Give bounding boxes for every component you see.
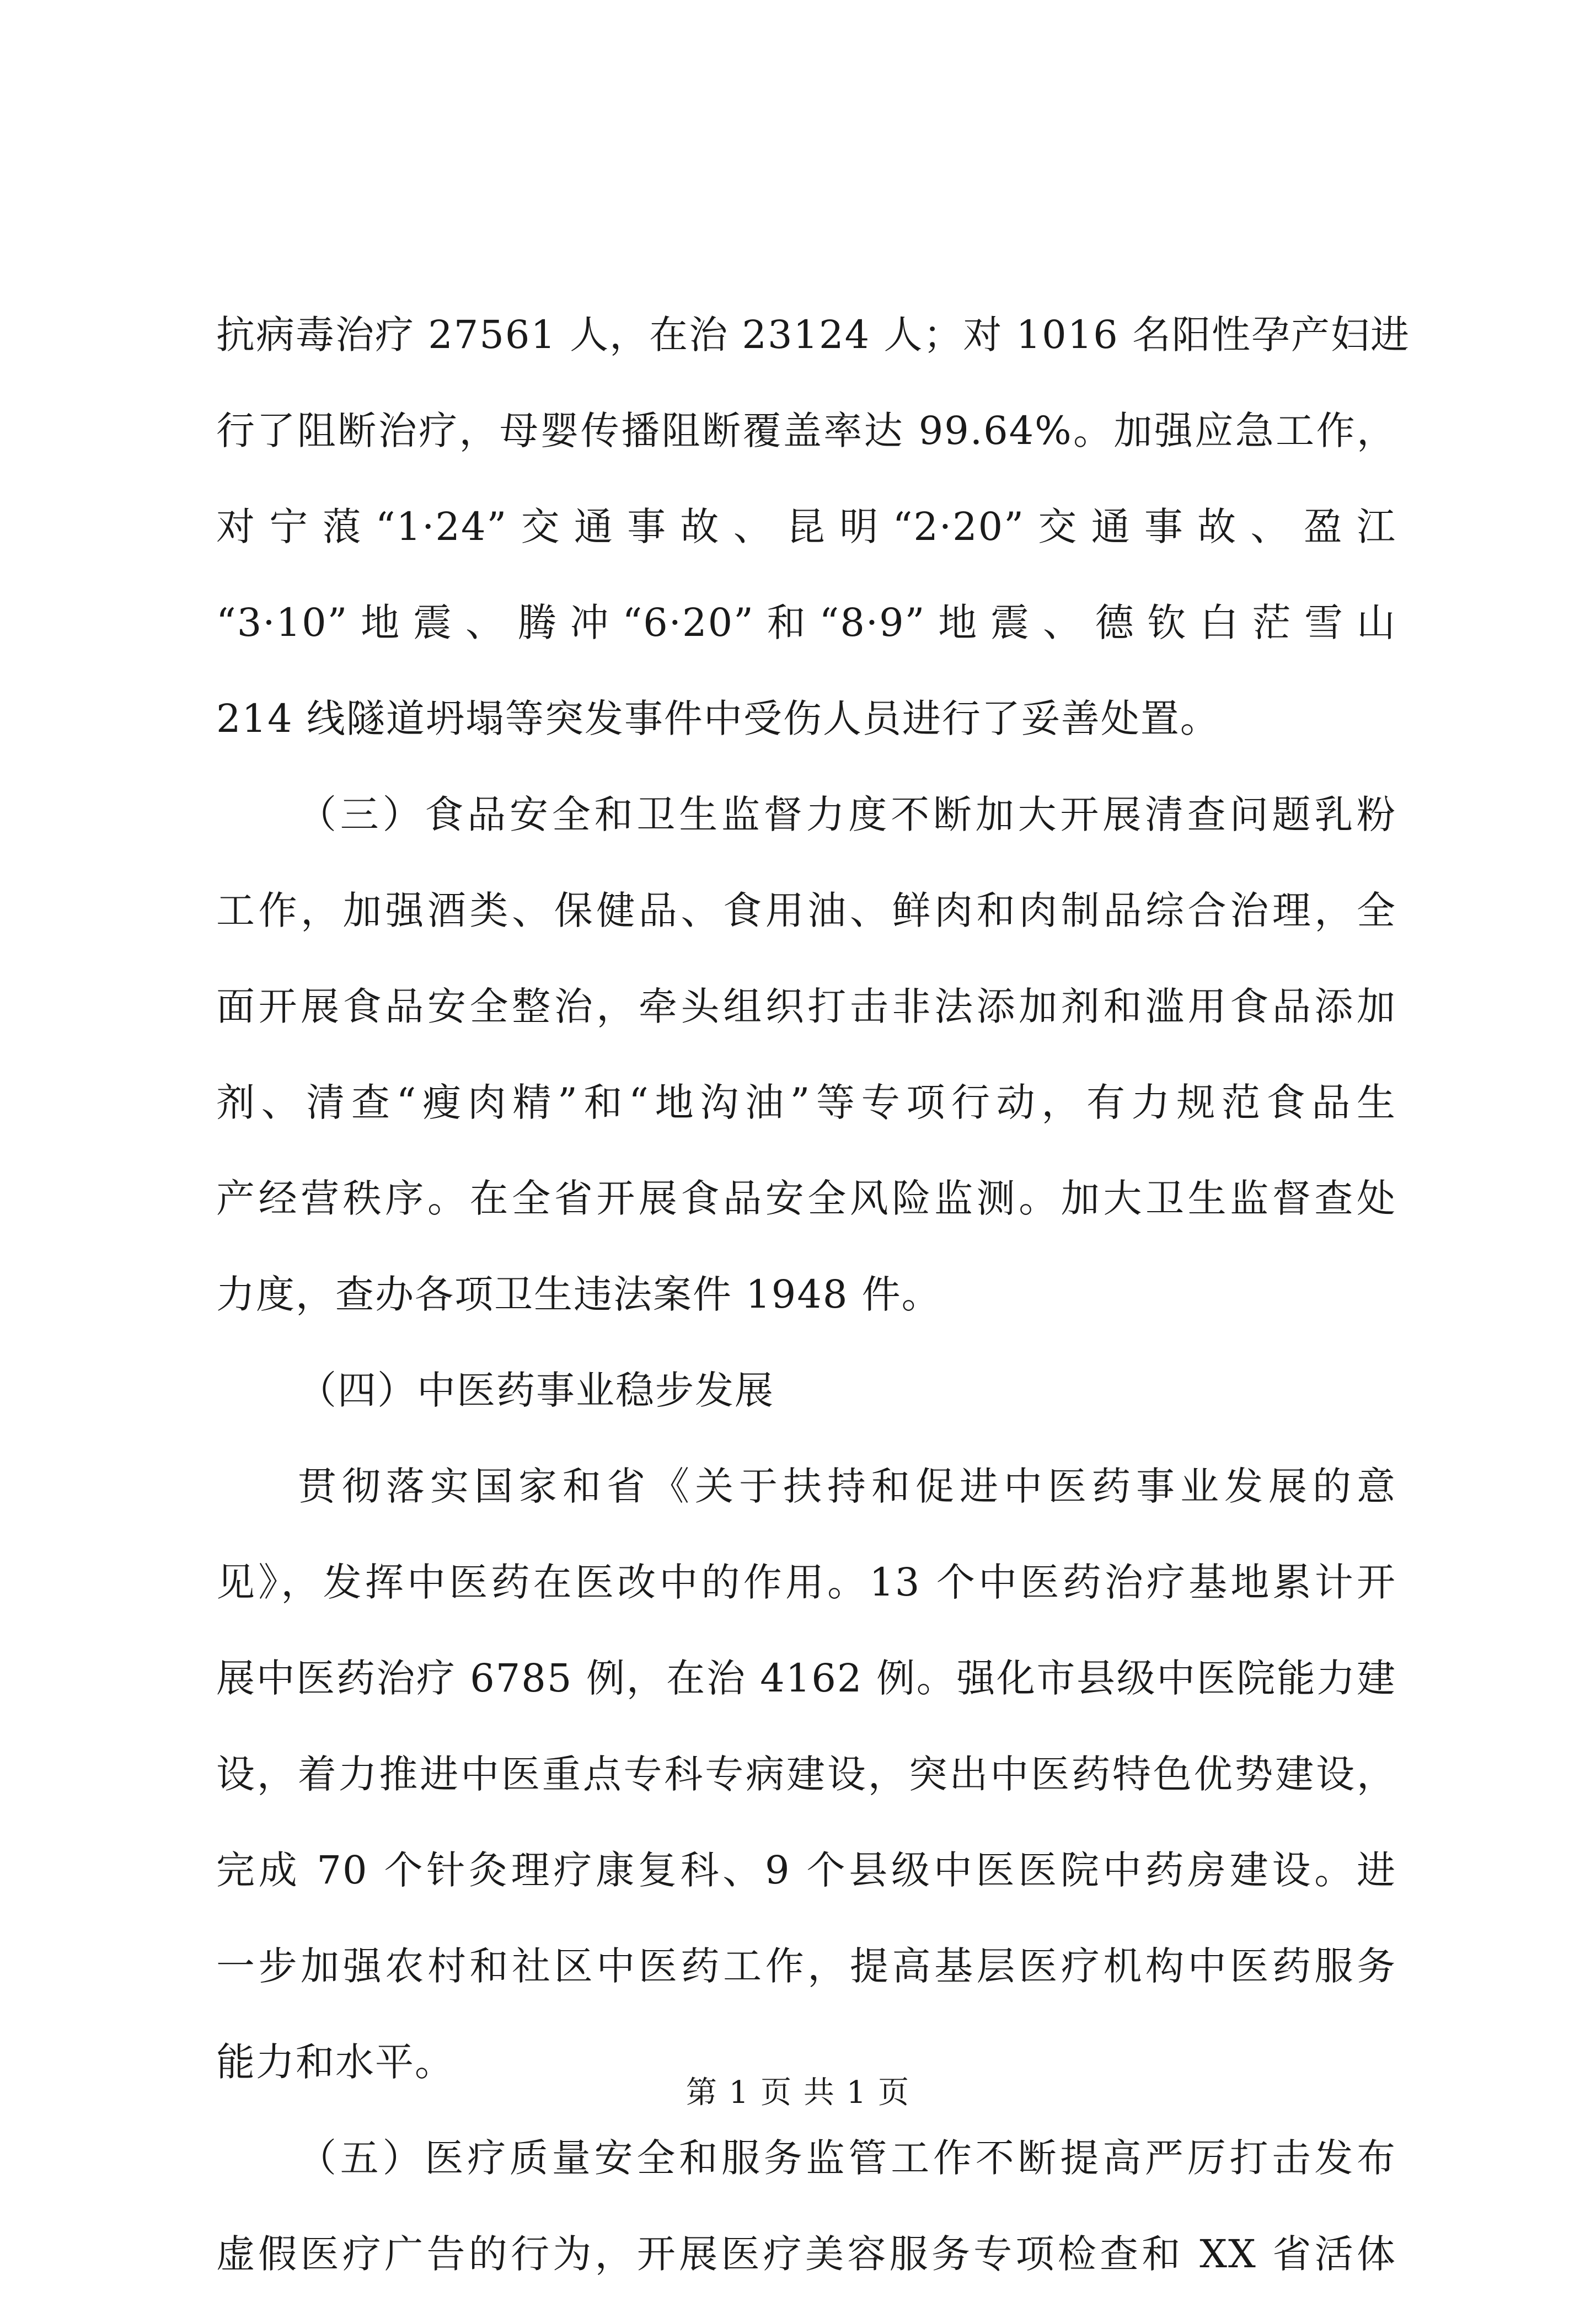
text-line: 力度，查办各项卫生违法案件 1948 件。 — [216, 1272, 941, 1317]
text-line: 行了阻断治疗，母婴传播阻断覆盖率达 99.64%。加强应急工作， — [216, 408, 1396, 453]
paragraph-heading-5: （五）医疗质量安全和服务监管工作不断提高严厉打击发布 — [298, 2135, 1396, 2181]
page-footer: 第 1 页 共 1 页 — [685, 2075, 911, 2111]
text-line: 抗病毒治疗 27561 人，在治 23124 人；对 1016 名阳性孕产妇进 — [216, 312, 1411, 357]
text-line: 一步加强农村和社区中医药工作，提高基层医疗机构中医药服务 — [216, 1944, 1396, 1989]
text-line: 产经营秩序。在全省开展食品安全风险监测。加大卫生监督查处 — [216, 1176, 1396, 1221]
paragraph-start: 贯彻落实国家和省《关于扶持和促进中医药事业发展的意 — [298, 1464, 1396, 1509]
text-line: 完成 70 个针灸理疗康复科、9 个县级中医医院中药房建设。进 — [216, 1848, 1396, 1893]
text-line: 工作，加强酒类、保健品、食用油、鲜肉和肉制品综合治理，全 — [216, 888, 1396, 933]
document-body — [216, 287, 1411, 2302]
text-line: 对宁蒗“1·24”交通事故、昆明“2·20”交通事故、盈江 — [216, 504, 1396, 549]
text-line: 214 线隧道坍塌等突发事件中受伤人员进行了妥善处置。 — [216, 696, 1220, 741]
text-line: 剂、清查“瘦肉精”和“地沟油”等专项行动，有力规范食品生 — [216, 1080, 1396, 1125]
text-line: 设，着力推进中医重点专科专病建设，突出中医药特色优势建设， — [216, 1752, 1396, 1797]
text-line: 见》，发挥中医药在医改中的作用。13 个中医药治疗基地累计开 — [216, 1560, 1396, 1605]
text-line: 能力和水平。 — [216, 2039, 454, 2085]
paragraph-heading-3: （三）食品安全和卫生监督力度不断加大开展清查问题乳粉 — [298, 792, 1396, 837]
text-line: 展中医药治疗 6785 例，在治 4162 例。强化市县级中医院能力建 — [216, 1656, 1396, 1701]
text-line: 虚假医疗广告的行为，开展医疗美容服务专项检查和 XX 省活体 — [216, 2231, 1396, 2277]
section-heading-4: （四）中医药事业稳步发展 — [298, 1368, 774, 1413]
text-line: “3·10”地震、腾冲“6·20”和“8·9”地震、德钦白茫雪山 — [216, 600, 1396, 645]
text-line: 面开展食品安全整治，牵头组织打击非法添加剂和滥用食品添加 — [216, 984, 1396, 1029]
